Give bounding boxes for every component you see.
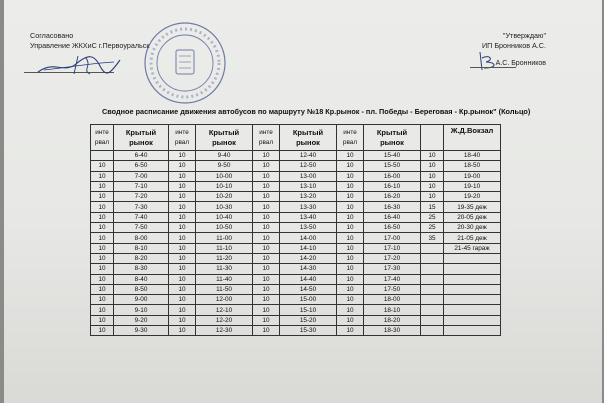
interval-cell: 10: [169, 264, 196, 274]
table-row: [91, 181, 501, 191]
time-cell: 12-30: [196, 326, 253, 336]
time-cell: 14-30: [280, 264, 337, 274]
time-cell: 19-00: [444, 171, 501, 181]
time-cell: 14-20: [280, 253, 337, 263]
time-cell: 11-50: [196, 284, 253, 294]
time-cell: [444, 284, 501, 294]
interval-cell: 10: [91, 305, 114, 315]
time-cell: 10-20: [196, 192, 253, 202]
interval-cell: 10: [91, 243, 114, 253]
time-cell: 11-40: [196, 274, 253, 284]
time-cell: 8-30: [114, 264, 169, 274]
header-interval: инте рвал: [169, 125, 196, 151]
interval-cell: 10: [91, 192, 114, 202]
interval-cell: 10: [337, 305, 364, 315]
interval-cell: 10: [169, 326, 196, 336]
time-cell: 17-20: [364, 253, 421, 263]
time-cell: [444, 305, 501, 315]
time-cell: 15-00: [280, 295, 337, 305]
interval-cell: 10: [253, 223, 280, 233]
interval-cell: 10: [337, 181, 364, 191]
time-cell: 11-30: [196, 264, 253, 274]
time-cell: 18-20: [364, 315, 421, 325]
time-cell: 7-20: [114, 192, 169, 202]
time-cell: 13-40: [280, 212, 337, 222]
time-cell: 17-30: [364, 264, 421, 274]
interval-cell: 10: [91, 274, 114, 284]
interval-cell: 10: [337, 233, 364, 243]
interval-cell: 10: [91, 253, 114, 263]
interval-cell: 10: [91, 223, 114, 233]
time-cell: 19-35 деж: [444, 202, 501, 212]
interval-cell: [421, 295, 444, 305]
interval-cell: 10: [91, 264, 114, 274]
time-cell: 17-50: [364, 284, 421, 294]
time-cell: [444, 295, 501, 305]
time-cell: 16-10: [364, 181, 421, 191]
interval-cell: 10: [91, 315, 114, 325]
interval-cell: 10: [169, 253, 196, 263]
time-cell: 12-10: [196, 305, 253, 315]
time-cell: 14-10: [280, 243, 337, 253]
interval-cell: 15: [421, 202, 444, 212]
time-cell: 20-30 деж: [444, 223, 501, 233]
interval-cell: 10: [253, 161, 280, 171]
time-cell: 14-50: [280, 284, 337, 294]
time-cell: 18-10: [364, 305, 421, 315]
interval-cell: 25: [421, 223, 444, 233]
interval-cell: 10: [253, 284, 280, 294]
interval-cell: 10: [337, 212, 364, 222]
interval-cell: 10: [421, 181, 444, 191]
time-cell: 9-50: [196, 161, 253, 171]
signature-line-right: [470, 67, 516, 68]
interval-cell: 10: [91, 326, 114, 336]
time-cell: 19-20: [444, 192, 501, 202]
time-cell: 13-10: [280, 181, 337, 191]
header-market-4: Крытый рынок: [364, 125, 421, 151]
official-stamp: [142, 20, 228, 106]
interval-cell: 10: [169, 202, 196, 212]
interval-cell: 10: [169, 274, 196, 284]
interval-cell: 10: [421, 192, 444, 202]
time-cell: 21-45 гараж: [444, 243, 501, 253]
interval-cell: 10: [337, 223, 364, 233]
interval-cell: 10: [91, 284, 114, 294]
header-market-3: Крытый рынок: [280, 125, 337, 151]
time-cell: 7-00: [114, 171, 169, 181]
time-cell: 8-20: [114, 253, 169, 263]
time-cell: 18-50: [444, 161, 501, 171]
interval-cell: 10: [253, 253, 280, 263]
time-cell: 14-40: [280, 274, 337, 284]
interval-cell: 10: [169, 243, 196, 253]
approval-left-line1: Согласовано: [30, 31, 74, 40]
interval-cell: 10: [253, 315, 280, 325]
interval-cell: 10: [169, 284, 196, 294]
time-cell: 20-05 деж: [444, 212, 501, 222]
time-cell: 10-00: [196, 171, 253, 181]
interval-cell: [421, 253, 444, 263]
time-cell: 11-20: [196, 253, 253, 263]
time-cell: 6-50: [114, 161, 169, 171]
time-cell: 15-20: [280, 315, 337, 325]
time-cell: 18-30: [364, 326, 421, 336]
interval-cell: 10: [337, 315, 364, 325]
time-cell: 9-20: [114, 315, 169, 325]
table-row: [91, 161, 501, 171]
interval-cell: 10: [169, 181, 196, 191]
time-cell: 15-40: [364, 151, 421, 161]
interval-cell: 10: [91, 295, 114, 305]
time-cell: 12-40: [280, 151, 337, 161]
header-interval: инте рвал: [337, 125, 364, 151]
time-cell: 9-00: [114, 295, 169, 305]
interval-cell: 10: [421, 161, 444, 171]
interval-cell: 10: [253, 151, 280, 161]
table-row: [91, 171, 501, 181]
time-cell: 17-10: [364, 243, 421, 253]
interval-cell: 10: [253, 181, 280, 191]
time-cell: 13-30: [280, 202, 337, 212]
time-cell: 7-50: [114, 223, 169, 233]
interval-cell: 10: [337, 192, 364, 202]
interval-cell: 10: [421, 171, 444, 181]
schedule-title: Сводное расписание движения автобусов по маршруту №18 Кр.рынок - пл. Победы - Береговая - Кр.рынок" (Кольцо): [102, 107, 531, 116]
interval-cell: 10: [253, 305, 280, 315]
document-sheet: [4, 0, 602, 403]
time-cell: 8-40: [114, 274, 169, 284]
table-row: [91, 223, 501, 233]
interval-cell: 10: [91, 161, 114, 171]
time-cell: [444, 326, 501, 336]
table-row: [91, 305, 501, 315]
interval-cell: 10: [169, 171, 196, 181]
time-cell: 8-10: [114, 243, 169, 253]
interval-cell: 10: [253, 243, 280, 253]
time-cell: 15-10: [280, 305, 337, 315]
table-row: [91, 233, 501, 243]
time-cell: 10-30: [196, 202, 253, 212]
approval-left-block: [30, 31, 150, 50]
approval-right-line1: "Утверждаю": [502, 31, 546, 40]
interval-cell: 10: [421, 151, 444, 161]
table-row: [91, 212, 501, 222]
table-row: [91, 264, 501, 274]
interval-cell: 10: [337, 264, 364, 274]
interval-cell: 10: [337, 243, 364, 253]
time-cell: 9-40: [196, 151, 253, 161]
interval-cell: 10: [253, 212, 280, 222]
time-cell: 17-00: [364, 233, 421, 243]
interval-cell: 25: [421, 212, 444, 222]
interval-cell: [421, 284, 444, 294]
interval-cell: 10: [169, 223, 196, 233]
table-row: [91, 326, 501, 336]
interval-cell: 10: [253, 326, 280, 336]
time-cell: 7-30: [114, 202, 169, 212]
header-interval: инте рвал: [91, 125, 114, 151]
interval-cell: 10: [169, 212, 196, 222]
time-cell: [444, 274, 501, 284]
time-cell: [444, 253, 501, 263]
interval-cell: 10: [91, 233, 114, 243]
time-cell: 11-10: [196, 243, 253, 253]
time-cell: 17-40: [364, 274, 421, 284]
interval-cell: [421, 326, 444, 336]
time-cell: 8-50: [114, 284, 169, 294]
time-cell: 12-20: [196, 315, 253, 325]
interval-cell: 10: [91, 181, 114, 191]
time-cell: 15-50: [364, 161, 421, 171]
signature-name: А.С. Бронников: [495, 60, 546, 67]
interval-cell: 10: [169, 192, 196, 202]
time-cell: 16-20: [364, 192, 421, 202]
interval-cell: 10: [169, 151, 196, 161]
time-cell: 8-00: [114, 233, 169, 243]
time-cell: 12-50: [280, 161, 337, 171]
time-cell: 11-00: [196, 233, 253, 243]
table-row: [91, 295, 501, 305]
table-row: [91, 192, 501, 202]
interval-cell: 10: [337, 274, 364, 284]
interval-cell: 10: [91, 202, 114, 212]
header-station: Ж.Д.Вокзал: [444, 125, 501, 151]
schedule-table: [90, 124, 501, 336]
time-cell: 13-20: [280, 192, 337, 202]
interval-cell: 10: [337, 295, 364, 305]
interval-cell: [91, 151, 114, 161]
time-cell: 6-40: [114, 151, 169, 161]
interval-cell: 10: [253, 202, 280, 212]
interval-cell: 10: [253, 192, 280, 202]
time-cell: 12-00: [196, 295, 253, 305]
header-market-2: Крытый рынок: [196, 125, 253, 151]
time-cell: 16-40: [364, 212, 421, 222]
time-cell: 16-30: [364, 202, 421, 212]
time-cell: 9-10: [114, 305, 169, 315]
approval-left-line2: Управление ЖКХиС г.Первоуральск: [30, 40, 150, 50]
interval-cell: 10: [337, 171, 364, 181]
interval-cell: 10: [253, 264, 280, 274]
table-row: [91, 253, 501, 263]
interval-cell: 10: [337, 326, 364, 336]
header-market-1: Крытый рынок: [114, 125, 169, 151]
interval-cell: [421, 315, 444, 325]
interval-cell: 10: [253, 233, 280, 243]
interval-cell: 10: [91, 212, 114, 222]
time-cell: 19-10: [444, 181, 501, 191]
time-cell: 18-00: [364, 295, 421, 305]
interval-cell: [421, 305, 444, 315]
time-cell: 18-40: [444, 151, 501, 161]
time-cell: [444, 315, 501, 325]
interval-cell: 10: [253, 295, 280, 305]
time-cell: 7-10: [114, 181, 169, 191]
time-cell: 10-50: [196, 223, 253, 233]
header-interval: [421, 125, 444, 151]
interval-cell: 10: [253, 171, 280, 181]
time-cell: 13-00: [280, 171, 337, 181]
interval-cell: 10: [337, 202, 364, 212]
table-header-row: [91, 125, 501, 151]
interval-cell: 10: [337, 284, 364, 294]
interval-cell: 10: [337, 151, 364, 161]
time-cell: 10-40: [196, 212, 253, 222]
interval-cell: 10: [169, 295, 196, 305]
interval-cell: 10: [91, 171, 114, 181]
header-interval: инте рвал: [253, 125, 280, 151]
time-cell: 10-10: [196, 181, 253, 191]
time-cell: 16-00: [364, 171, 421, 181]
table-row: [91, 151, 501, 161]
signature-scribble-left: [34, 52, 124, 78]
interval-cell: 35: [421, 233, 444, 243]
table-row: [91, 315, 501, 325]
interval-cell: 10: [337, 161, 364, 171]
approval-right-line2: ИП Бронников А.С.: [481, 40, 546, 50]
table-row: [91, 243, 501, 253]
time-cell: 14-00: [280, 233, 337, 243]
time-cell: 15-30: [280, 326, 337, 336]
interval-cell: 10: [337, 253, 364, 263]
interval-cell: [421, 264, 444, 274]
time-cell: 16-50: [364, 223, 421, 233]
time-cell: 7-40: [114, 212, 169, 222]
time-cell: [444, 264, 501, 274]
table-row: [91, 202, 501, 212]
time-cell: 13-50: [280, 223, 337, 233]
interval-cell: 10: [169, 305, 196, 315]
time-cell: 9-30: [114, 326, 169, 336]
table-row: [91, 274, 501, 284]
interval-cell: [421, 243, 444, 253]
interval-cell: [421, 274, 444, 284]
interval-cell: 10: [169, 161, 196, 171]
time-cell: 21-05 деж: [444, 233, 501, 243]
interval-cell: 10: [169, 233, 196, 243]
interval-cell: 10: [253, 274, 280, 284]
interval-cell: 10: [169, 315, 196, 325]
table-row: [91, 284, 501, 294]
